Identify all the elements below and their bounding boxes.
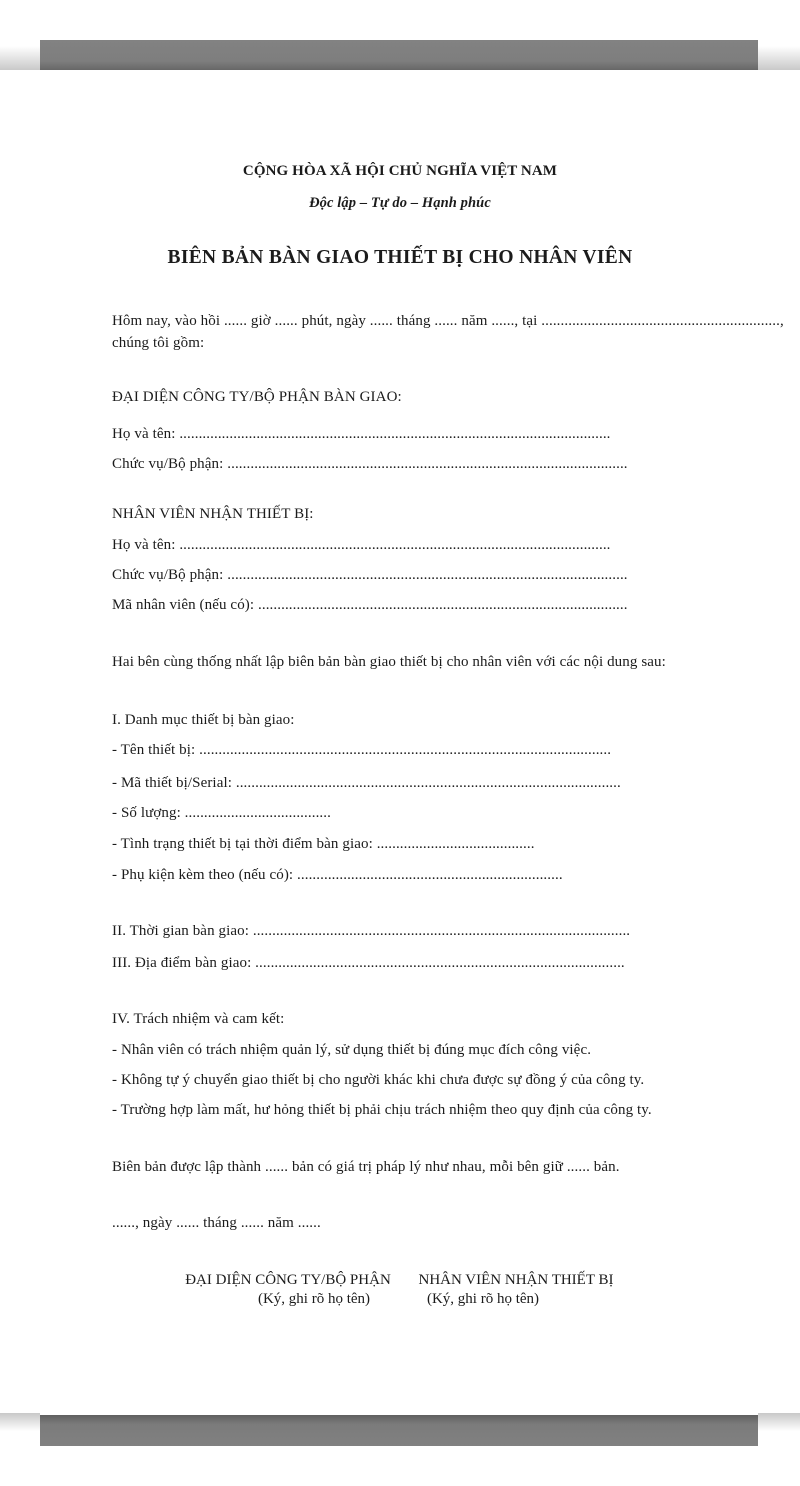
section4-item-1: - Nhân viên có trách nhiệm quản lý, sử dụng thiết bị đúng mục đích công việc. <box>112 1042 592 1058</box>
scan-shadow-top-left <box>0 46 40 70</box>
handover-party-heading: ĐẠI DIỆN CÔNG TY/BỘ PHẬN BÀN GIAO: <box>112 389 402 405</box>
section1-item-serial: - Mã thiết bị/Serial: .................................................................................................... <box>112 775 621 791</box>
agreement-line: Hai bên cùng thống nhất lập biên bản bàn giao thiết bị cho nhân viên với các nội dung sau: <box>112 654 666 670</box>
signature-company-title: ĐẠI DIỆN CÔNG TY/BỘ PHẬN <box>185 1272 391 1288</box>
section1-item-quantity: - Số lượng: ...................................... <box>112 805 331 821</box>
section4-heading: IV. Trách nhiệm và cam kết: <box>112 1011 285 1027</box>
receiver-employee-id-field: Mã nhân viên (nếu có): ................................................................................................ <box>112 597 628 613</box>
intro-line-1: Hôm nay, vào hồi ...... giờ ...... phút, ngày ...... tháng ...... năm ......, tại .............................................................., <box>112 313 784 329</box>
national-header: CỘNG HÒA XÃ HỘI CHỦ NGHĨA VIỆT NAM <box>242 163 558 179</box>
signature-block-employee <box>400 1271 632 1309</box>
section4-item-2: - Không tự ý chuyển giao thiết bị cho người khác khi chưa được sự đồng ý của công ty. <box>112 1072 645 1088</box>
scan-edge-top <box>40 40 758 70</box>
scan-shadow-top-right <box>758 46 800 70</box>
receiver-position-field: Chức vụ/Bộ phận: ........................................................................................................ <box>112 567 628 583</box>
section1-item-device-name: - Tên thiết bị: ........................................................................................................... <box>112 742 612 758</box>
intro-line-2: chúng tôi gồm: <box>112 335 205 351</box>
receiver-heading: NHÂN VIÊN NHẬN THIẾT BỊ: <box>112 506 314 522</box>
section1-item-accessories: - Phụ kiện kèm theo (nếu có): ..................................................................... <box>112 867 563 883</box>
signature-employee-note: (Ký, ghi rõ họ tên) <box>426 1290 540 1307</box>
section1-item-condition: - Tình trạng thiết bị tại thời điểm bàn giao: ......................................... <box>112 836 535 852</box>
section4-item-3: - Trường hợp làm mất, hư hỏng thiết bị phải chịu trách nhiệm theo quy định của công ty. <box>112 1102 652 1118</box>
handover-party-name-field: Họ và tên: ................................................................................................................ <box>112 426 611 442</box>
section1-heading: I. Danh mục thiết bị bàn giao: <box>112 712 295 728</box>
national-motto: Độc lập – Tự do – Hạnh phúc <box>309 195 491 211</box>
handover-party-position-field: Chức vụ/Bộ phận: ........................................................................................................ <box>112 456 628 472</box>
scan-shadow-bottom-left <box>0 1413 40 1431</box>
date-line: ......, ngày ...... tháng ...... năm ...... <box>112 1215 321 1231</box>
scan-shadow-bottom-right <box>758 1413 800 1431</box>
signature-employee-title: NHÂN VIÊN NHẬN THIẾT BỊ <box>418 1272 614 1288</box>
section2-line: II. Thời gian bàn giao: .................................................................................................. <box>112 923 631 939</box>
closing-line: Biên bản được lập thành ...... bản có giá trị pháp lý như nhau, mỗi bên giữ ...... bản. <box>112 1159 620 1175</box>
section3-line: III. Địa điểm bàn giao: ................................................................................................ <box>112 955 625 971</box>
document-title: BIÊN BẢN BÀN GIAO THIẾT BỊ CHO NHÂN VIÊN <box>167 247 633 268</box>
signature-company-note: (Ký, ghi rõ họ tên) <box>257 1290 371 1307</box>
scan-edge-bottom <box>40 1415 758 1446</box>
receiver-name-field: Họ và tên: ................................................................................................................ <box>112 537 611 553</box>
